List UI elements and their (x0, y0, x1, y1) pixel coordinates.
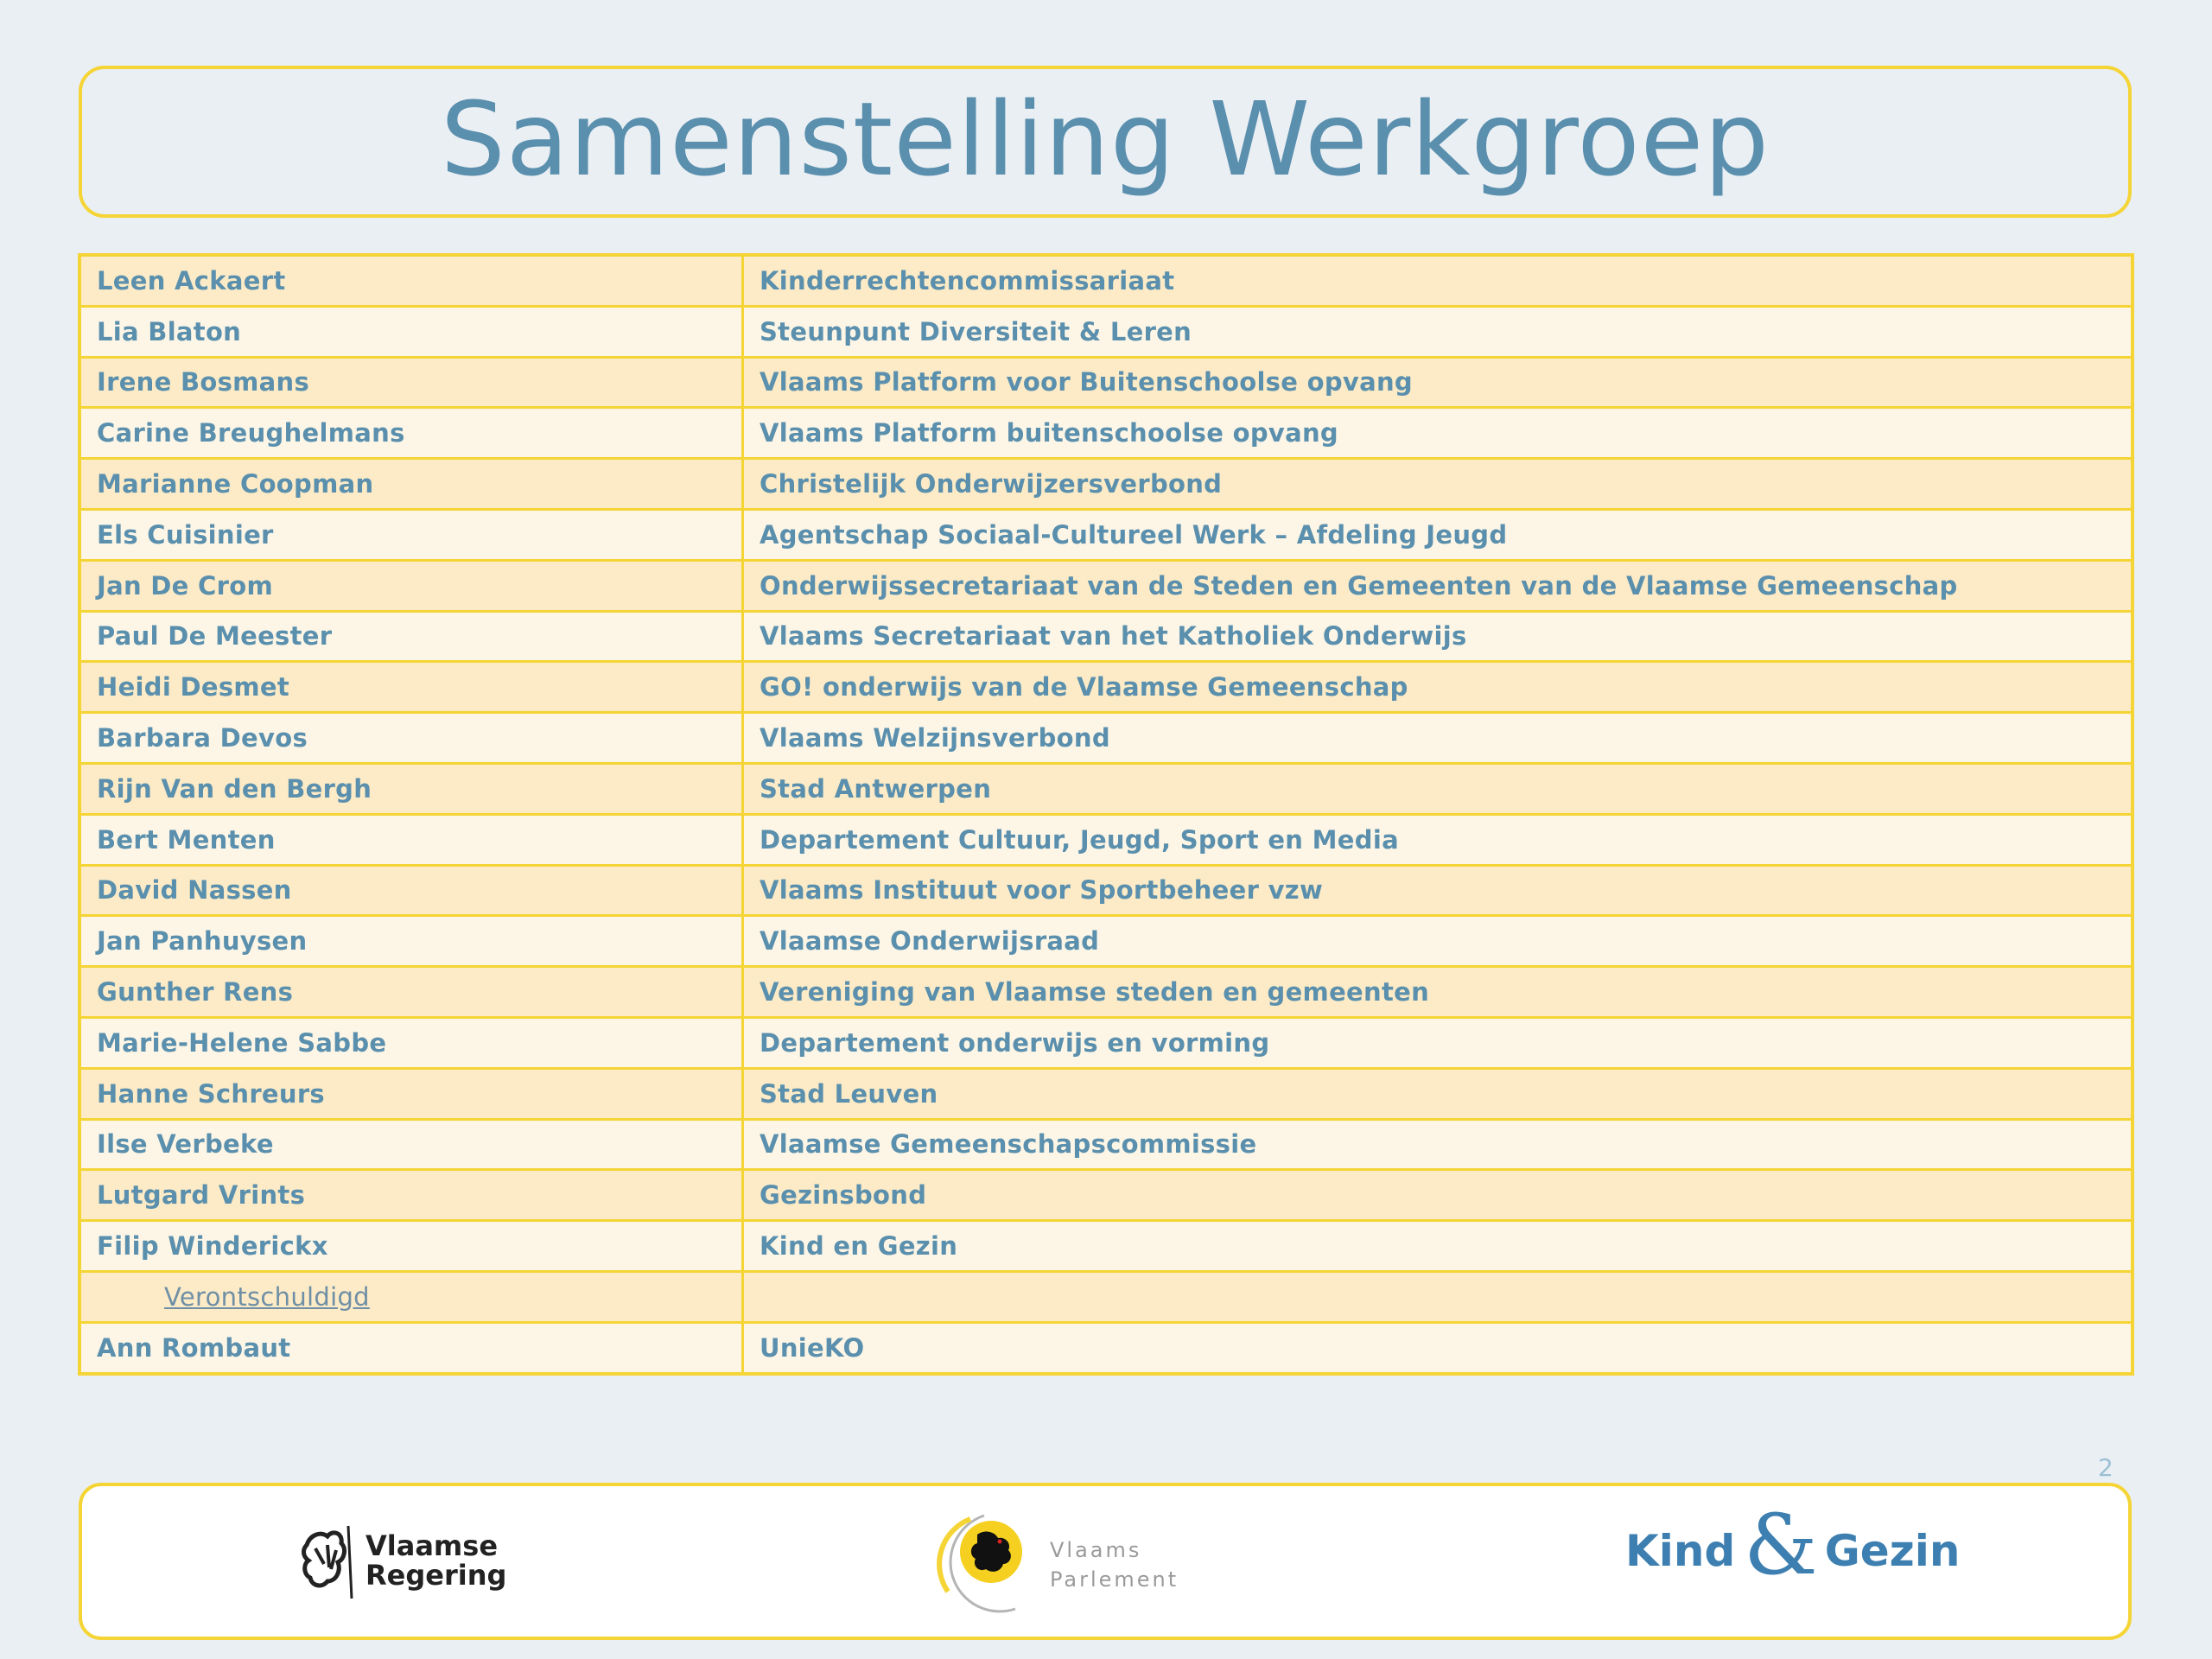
member-name: Irene Bosmans (79, 357, 743, 408)
member-organisation: Vlaamse Onderwijsraad (743, 916, 2133, 967)
member-name: Ann Rombaut (79, 1322, 743, 1373)
member-organisation: Departement onderwijs en vorming (743, 1017, 2133, 1068)
table-row (79, 916, 2133, 967)
table-row (79, 662, 2133, 713)
table-row (79, 1221, 2133, 1272)
member-organisation (743, 1271, 2133, 1322)
title-box (79, 66, 2132, 218)
member-organisation: Vlaams Platform buitenschoolse opvang (743, 408, 2133, 459)
member-organisation: Kind en Gezin (743, 1221, 2133, 1272)
table-row (79, 967, 2133, 1018)
table-row (79, 763, 2133, 814)
vr-line1: Vlaamse (365, 1529, 499, 1562)
member-name: Leen Ackaert (79, 255, 743, 306)
table-row (79, 1322, 2133, 1373)
member-name: Marie-Helene Sabbe (79, 1017, 743, 1068)
footer-logos (79, 1483, 2132, 1640)
page-number: 2 (2098, 1453, 2113, 1482)
kg-part1: Kind (1625, 1526, 1736, 1576)
member-organisation: Vlaams Platform voor Buitenschoolse opvang (743, 357, 2133, 408)
flemish-lion-seal-icon (932, 1509, 1045, 1621)
member-organisation: Vlaamse Gemeenschapscommissie (743, 1119, 2133, 1170)
members-table (78, 253, 2134, 1376)
table-row (79, 1119, 2133, 1170)
member-name: Ilse Verbeke (79, 1119, 743, 1170)
member-organisation: Gezinsbond (743, 1170, 2133, 1221)
member-organisation: Vlaams Welzijnsverbond (743, 713, 2133, 764)
table-row (79, 1271, 2133, 1322)
member-organisation: Kinderrechtencommissariaat (743, 255, 2133, 306)
member-organisation: Stad Antwerpen (743, 763, 2133, 814)
table-row (79, 865, 2133, 916)
member-name: Lutgard Vrints (79, 1170, 743, 1221)
member-organisation: Agentschap Sociaal-Cultureel Werk – Afdeling Jeugd (743, 509, 2133, 560)
table-row (79, 1068, 2133, 1119)
table-row (79, 1170, 2133, 1221)
member-organisation: UnieKO (743, 1322, 2133, 1373)
member-name: Paul De Meester (79, 611, 743, 662)
member-organisation: Steunpunt Diversiteit & Leren (743, 306, 2133, 357)
member-organisation: Vlaams Instituut voor Sportbeheer vzw (743, 865, 2133, 916)
member-organisation: GO! onderwijs van de Vlaamse Gemeenschap (743, 662, 2133, 713)
member-name: David Nassen (79, 865, 743, 916)
member-name: Hanne Schreurs (79, 1068, 743, 1119)
member-organisation: Stad Leuven (743, 1068, 2133, 1119)
table-row (79, 814, 2133, 865)
member-name: Lia Blaton (79, 306, 743, 357)
table-row (79, 509, 2133, 560)
logo-vlaamse-regering (298, 1519, 506, 1602)
table-row (79, 459, 2133, 510)
table-row (79, 357, 2133, 408)
member-name: Heidi Desmet (79, 662, 743, 713)
vp-line1: Vlaams (1050, 1538, 1142, 1562)
table-row (79, 408, 2133, 459)
table-row (79, 713, 2133, 764)
vr-line2: Regering (365, 1559, 507, 1592)
member-name: Jan Panhuysen (79, 916, 743, 967)
vp-line2: Parlement (1050, 1567, 1179, 1592)
member-name: Jan De Crom (79, 560, 743, 611)
table-row (79, 611, 2133, 662)
member-name: Marianne Coopman (79, 459, 743, 510)
logo-kind-en-gezin (1625, 1497, 1961, 1593)
member-organisation: Departement Cultuur, Jeugd, Sport en Media (743, 814, 2133, 865)
lion-icon (298, 1519, 353, 1602)
member-name: Filip Winderickx (79, 1221, 743, 1272)
member-organisation: Vlaams Secretariaat van het Katholiek Onderwijs (743, 611, 2133, 662)
member-name: Els Cuisinier (79, 509, 743, 560)
member-organisation: Onderwijssecretariaat van de Steden en Gemeenten van de Vlaamse Gemeenschap (743, 560, 2133, 611)
table-row (79, 1017, 2133, 1068)
slide-title: Samenstelling Werkgroep (440, 79, 1770, 199)
member-name: Rijn Van den Bergh (79, 763, 743, 814)
member-name: Gunther Rens (79, 967, 743, 1018)
kg-part2: Gezin (1824, 1526, 1961, 1576)
table-row (79, 306, 2133, 357)
table-row (79, 560, 2133, 611)
kg-ampersand: & (1744, 1497, 1818, 1593)
member-name: Barbara Devos (79, 713, 743, 764)
member-organisation: Christelijk Onderwijzersverbond (743, 459, 2133, 510)
members-table-body (79, 255, 2133, 1374)
member-name: Verontschuldigd (79, 1271, 743, 1322)
member-name: Carine Breughelmans (79, 408, 743, 459)
member-organisation: Vereniging van Vlaamse steden en gemeenten (743, 967, 2133, 1018)
member-name: Bert Menten (79, 814, 743, 865)
table-row (79, 255, 2133, 306)
logo-vlaams-parlement (932, 1509, 1179, 1621)
